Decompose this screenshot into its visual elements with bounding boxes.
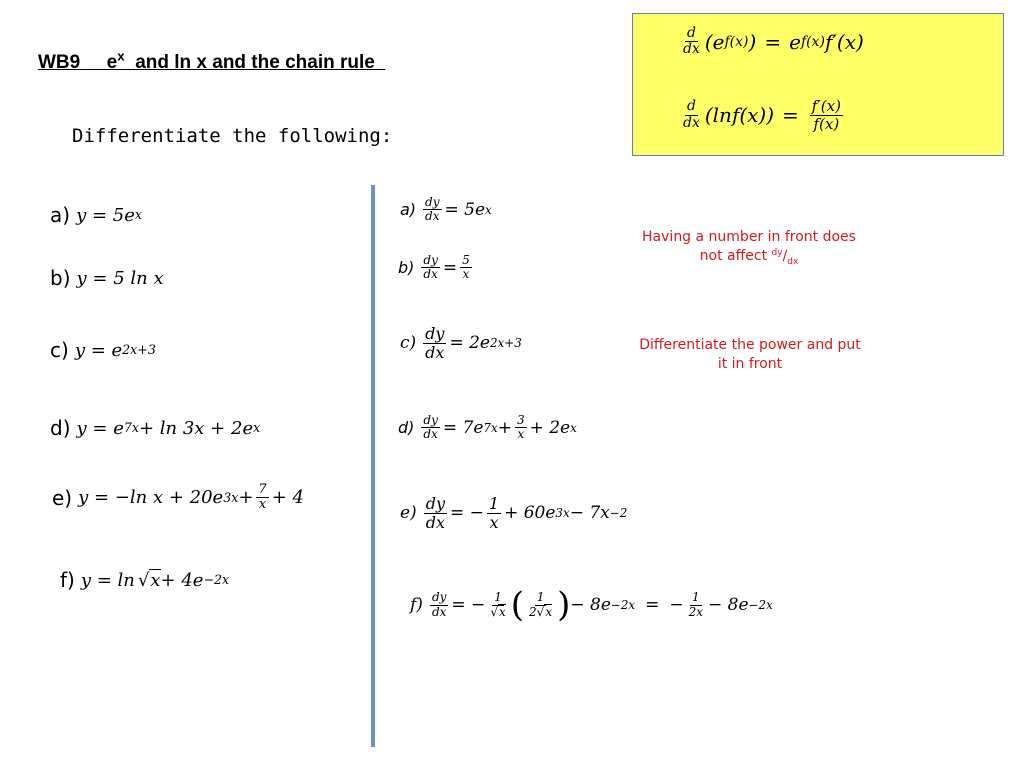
answer-e: e) $\frac{dy}{dx}$ = − $\frac{1}{x}$ + 60e 3x − 7x −2 [400,494,628,532]
question-f: f) y = ln √ x + 4e −2x [60,568,230,592]
answer-f: f) $\frac{dy}{dx}$ = − $\frac{1}{√x}$ ( $\frac{1}{2√x}$ ) − 8e −2x = − $\frac{1}{2x}$ − 8e −2x [410,585,773,625]
note-constant-multiple: Having a number in front does not affect $^{dy}/_{dx}$ [642,229,856,267]
formula-exp-rule: $\frac{d}{dx}$ (e f(x) ) = e f(x) f′(x) [683,25,864,58]
question-d: d) y = e 7x + ln 3x + 2e x [50,416,261,440]
formula-box [632,13,1004,156]
instruction-text: Differentiate the following: [72,125,393,147]
answer-a: a) $\frac{dy}{dx}$ = 5e x [400,195,492,224]
note-differentiate-power: Differentiate the power and put it in front [639,337,861,372]
answer-b: b) $\frac{dy}{dx}$ = $\frac{5}{x}$ [398,253,470,282]
formula-ln-rule: $\frac{d}{dx}$ (lnf(x)) = $\frac{f'(x)}{f(x)}$ [683,97,841,133]
question-b: b) y = 5 ln x [50,266,164,290]
question-e: e) y = −ln x + 20e 3x + $\frac{7}{x}$ + 4 [52,482,304,513]
page-title: WB9 $e^x$ and ln x and the chain rule [38,48,375,73]
question-a: a) y = 5e x [50,203,142,227]
answer-d: d) $\frac{dy}{dx}$ = 7e 7x + $\frac{3}{x}$ + 2e x [398,413,577,442]
answer-c: c) $\frac{dy}{dx}$ = 2e 2x+3 [400,324,522,362]
column-divider [371,185,375,747]
question-c: c) y = e 2x+3 [50,338,156,362]
